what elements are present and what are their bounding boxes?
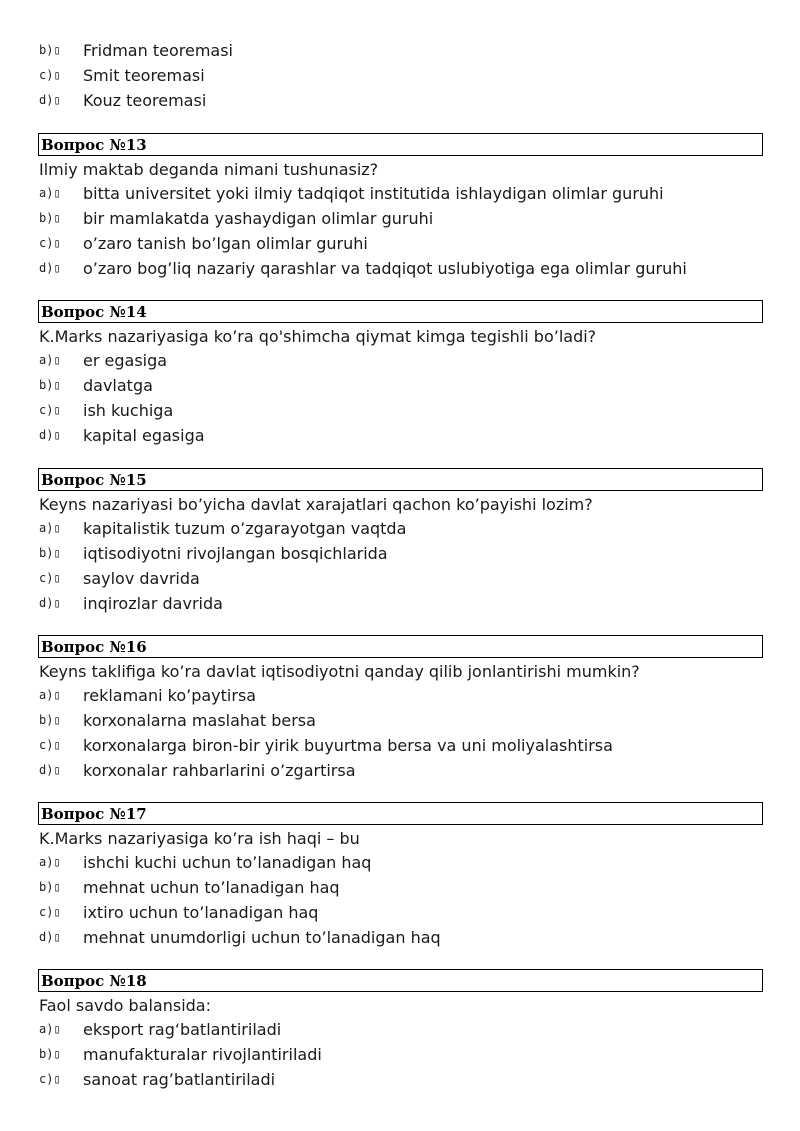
question-title: Вопрос №13	[41, 135, 147, 154]
option-row	[39, 875, 340, 899]
option-text: bitta universitet yoki ilmiy tadqiqot institutida ishlaydigan olimlar guruhi	[83, 183, 664, 203]
option-row	[39, 850, 371, 874]
option-letter: c)▯	[39, 738, 61, 752]
option-letter: b)▯	[39, 43, 61, 57]
option-letter: b)▯	[39, 713, 61, 727]
option-text: kapital egasiga	[83, 425, 205, 445]
option-text: ish kuchiga	[83, 400, 174, 420]
option-text: Smit teoremasi	[83, 65, 205, 85]
question-title: Вопрос №15	[41, 470, 147, 489]
option-text: eksport rag‘batlantiriladi	[83, 1019, 282, 1039]
option-letter: b)▯	[39, 880, 61, 894]
option-row	[39, 1067, 275, 1091]
option-text: Kouz teoremasi	[83, 90, 207, 110]
option-text: korxonalarna maslahat bersa	[83, 710, 316, 730]
option-row	[39, 708, 316, 732]
option-text: er egasiga	[83, 350, 168, 370]
option-row	[39, 758, 356, 782]
option-text: bir mamlakatda yashaydigan olimlar guruhi	[83, 208, 434, 228]
option-row	[39, 181, 664, 205]
question-header	[38, 468, 763, 491]
option-row	[39, 256, 687, 280]
option-text: saylov davrida	[83, 568, 200, 588]
option-text: manufakturalar rivojlantiriladi	[83, 1044, 322, 1064]
option-text: korxonalar rahbarlarini o’zgartirsa	[83, 760, 356, 780]
option-letter: d)▯	[39, 93, 61, 107]
option-row	[39, 925, 441, 949]
option-row	[39, 373, 153, 397]
option-text: mehnat unumdorligi uchun to’lanadigan haq	[83, 927, 441, 947]
option-letter: c)▯	[39, 68, 61, 82]
option-row	[39, 1017, 281, 1041]
option-letter: b)▯	[39, 211, 61, 225]
option-letter: c)▯	[39, 403, 61, 417]
option-row	[39, 900, 318, 924]
option-text: korxonalarga biron-bir yirik buyurtma bersa va uni moliyalashtirsa	[83, 735, 613, 755]
option-row	[39, 206, 433, 230]
option-text: davlatga	[83, 375, 153, 395]
option-row	[39, 88, 206, 112]
option-row	[39, 1042, 322, 1066]
question-header	[38, 969, 763, 992]
option-letter: c)▯	[39, 905, 61, 919]
option-row	[39, 63, 205, 87]
option-letter: d)▯	[39, 596, 61, 610]
question-title: Вопрос №18	[41, 971, 147, 990]
option-row	[39, 541, 388, 565]
option-letter: d)▯	[39, 428, 61, 442]
option-letter: d)▯	[39, 261, 61, 275]
option-letter: b)▯	[39, 1047, 61, 1061]
option-letter: a)▯	[39, 186, 61, 200]
option-letter: c)▯	[39, 1072, 61, 1086]
option-text: iqtisodiyotni rivojlangan bosqichlarida	[83, 543, 388, 563]
option-letter: a)▯	[39, 521, 61, 535]
option-row	[39, 231, 368, 255]
option-row	[39, 683, 256, 707]
option-text: reklamani ko’paytirsa	[83, 685, 257, 705]
question-text: Keyns taklifiga ko’ra davlat iqtisodiyotni qanday qilib jonlantirishi mumkin?	[39, 661, 640, 681]
option-letter: b)▯	[39, 378, 61, 392]
question-text: Keyns nazariyasi bo’yicha davlat xarajatlari qachon ko’payishi lozim?	[39, 494, 593, 514]
option-text: ishchi kuchi uchun to’lanadigan haq	[83, 852, 372, 872]
option-text: o’zaro tanish bo’lgan olimlar guruhi	[83, 233, 368, 253]
option-row	[39, 348, 167, 372]
question-title: Вопрос №17	[41, 804, 147, 823]
question-header	[38, 802, 763, 825]
option-row	[39, 591, 223, 615]
question-title: Вопрос №14	[41, 302, 147, 321]
option-row	[39, 566, 200, 590]
question-header	[38, 300, 763, 323]
option-text: Fridman teoremasi	[83, 40, 233, 60]
option-letter: a)▯	[39, 1022, 61, 1036]
option-letter: a)▯	[39, 688, 61, 702]
option-text: ixtiro uchun to’lanadigan haq	[83, 902, 319, 922]
option-letter: c)▯	[39, 236, 61, 250]
question-text: Faol savdo balansida:	[39, 995, 211, 1015]
option-letter: b)▯	[39, 546, 61, 560]
option-text: o’zaro bog’liq nazariy qarashlar va tadqiqot uslubiyotiga ega olimlar guruhi	[83, 258, 687, 278]
question-text: Ilmiy maktab deganda nimani tushunasiz?	[39, 159, 379, 179]
question-text: K.Marks nazariyasiga ko’ra ish haqi – bu	[39, 828, 360, 848]
question-header	[38, 133, 763, 156]
option-text: inqirozlar davrida	[83, 593, 223, 613]
question-text: K.Marks nazariyasiga ko’ra qo'shimcha qiymat kimga tegishli bo’ladi?	[39, 326, 597, 346]
option-letter: c)▯	[39, 571, 61, 585]
option-row	[39, 516, 406, 540]
option-text: mehnat uchun to’lanadigan haq	[83, 877, 340, 897]
option-letter: a)▯	[39, 353, 61, 367]
option-row	[39, 38, 233, 62]
option-letter: d)▯	[39, 763, 61, 777]
question-title: Вопрос №16	[41, 637, 147, 656]
option-text: sanoat rag’batlantiriladi	[83, 1069, 276, 1089]
option-letter: d)▯	[39, 930, 61, 944]
option-row	[39, 398, 173, 422]
option-letter: a)▯	[39, 855, 61, 869]
option-text: kapitalistik tuzum o’zgarayotgan vaqtda	[83, 518, 407, 538]
question-header	[38, 635, 763, 658]
option-row	[39, 423, 205, 447]
option-row	[39, 733, 613, 757]
